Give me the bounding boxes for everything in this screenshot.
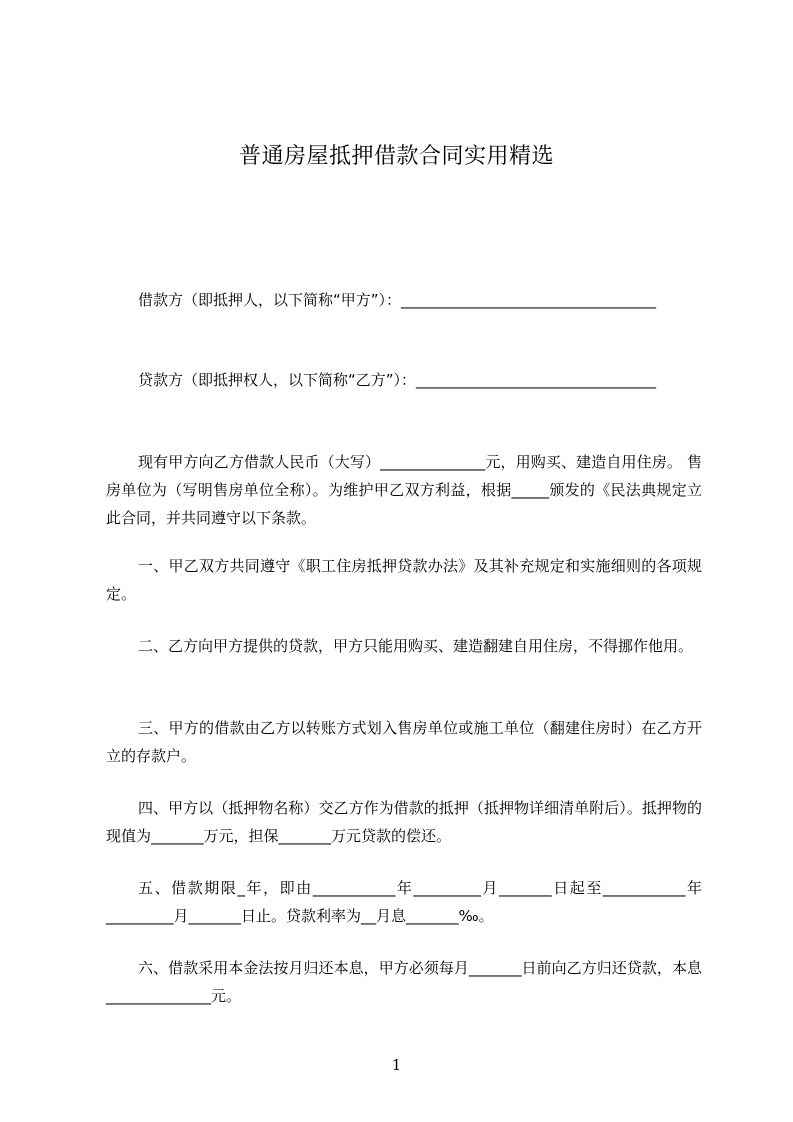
loan-preamble: 现有甲方向乙方借款人民币（大写）______________元，用购买、建造自用住房。 售房单位为（写明售房单位全称）。为维护甲乙双方利益，根据_____颁发的《民法典规定立此合同，并共同遵守以下条款。 [106, 453, 702, 527]
clause-6: 六、借款采用本金法按月归还本息，甲方必须每月_______日前向乙方归还贷款，本息______________元。 [106, 959, 702, 1005]
lender-line: 贷款方（即抵押权人，以下简称“乙方”）：________________________________ [138, 371, 657, 389]
page-number: 1 [391, 1056, 402, 1074]
clause-4: 四、甲方以（抵押物名称）交乙方作为借款的抵押（抵押物详细清单附后）。抵押物的现值为_______万元，担保_______万元贷款的偿还。 [106, 799, 702, 845]
clause-3: 三、甲方的借款由乙方以转账方式划入售房单位或施工单位（翻建住房时）在乙方开立的存款户。 [106, 719, 702, 765]
clause-2: 二、乙方向甲方提供的贷款，甲方只能用购买、建造翻建自用住房，不得挪作他用。 [138, 637, 694, 655]
borrower-line: 借款方（即抵押人，以下简称“甲方”）：__________________________________ [138, 291, 657, 309]
document-title: 普通房屋抵押借款合同实用精选 [238, 144, 554, 169]
clause-1: 一、甲乙双方共同遵守《职工住房抵押贷款办法》及其补充规定和实施细则的各项规定。 [106, 557, 702, 603]
clause-5: 五、借款期限_年，即由___________年_________月_______日起至___________年_________月_______日止。贷款利率为__月息_______‰。 [106, 879, 702, 925]
